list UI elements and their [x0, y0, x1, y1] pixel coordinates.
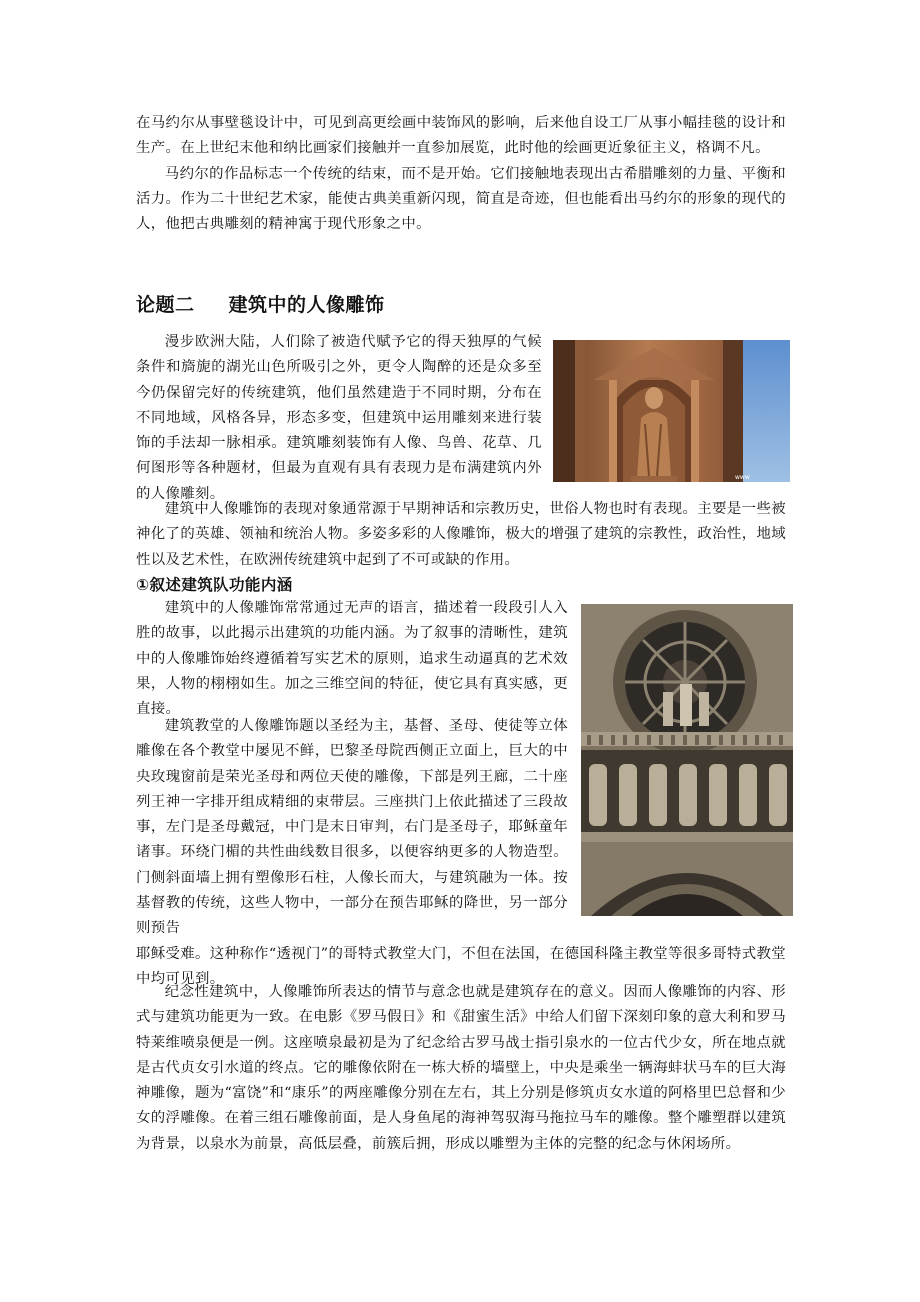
intro-paragraph-1: 在马约尔从事壁毯设计中，可见到高更绘画中装饰风的影响，后来他自设工厂从事小幅挂毯的设计和生产。在上世纪末他和纳比画家们接触并一直参加展览，此时他的绘画更近象征主义，格调不凡。 — [136, 115, 786, 157]
section-body-beside-figure — [136, 596, 568, 722]
section-heading — [136, 290, 385, 317]
section-full-width-block — [136, 497, 786, 598]
section-notre-dame-block — [136, 714, 786, 992]
section-paragraph-2: 建筑中人像雕饰的表现对象通常源于早期神话和宗教历史，世俗人物也时有表现。主要是一些被神化了的英雄、领袖和统治人物。多姿多彩的人像雕饰，极大的增强了建筑的宗教性，政治性，地域性以及艺术性，在欧洲传统建筑中起到了不可或缺的作用。 — [136, 501, 786, 568]
subheading: ①叙述建筑队功能内涵 — [136, 575, 293, 594]
section-paragraph-1: 漫步欧洲大陆，人们除了被造代赋予它的得天独厚的气候条件和旖旎的湖光山色所吸引之外，更令人陶醉的还是众多至今仍保留完好的传统建筑，他们虽然建造于不同时期，分布在不同地域，风格各异，形态多变，但建筑中运用雕刻来进行装饰的手法却一脉相承。建筑雕刻装饰有人像、鸟兽、花草、几何图形等各种题材，但最为直观有具有表现力是布满建筑内外的人像雕刻。 — [136, 334, 542, 502]
section-title: 建筑中的人像雕饰 — [228, 294, 385, 316]
intro-paragraph-2: 马约尔的作品标志一个传统的结束，而不是开始。它们接触地表现出古希腊雕刻的力量、平衡和活力。作为二十世纪艺术家，能使古典美重新闪现，简直是奇迹，但也能看出马约尔的形象的现代的人，他把古典雕刻的精神寓于现代形象之中。 — [136, 165, 786, 233]
section-paragraph-4: 建筑教堂的人像雕饰题以圣经为主，基督、圣母、使徒等立体雕像在各个教堂中屡见不鲜，巴黎圣母院西侧正立面上，巨大的中央玫瑰窗前是荣光圣母和两位天使的雕像，下部是列王廊，二十座列王神一字排开组成精细的束带层。三座拱门上依此描述了三段故事，左门是圣母戴冠，中门是末日审判，右门是圣母子，耶稣童年诸事。环绕门楣的共性曲线数目很多，以便容纳更多的人物造型。门侧斜面墙上拥有塑像形石柱，人像长而大，与建筑融为一体。按基督教的传统，这些人物中，一部分在预告耶稣的降世，另一部分则预告 — [136, 718, 568, 937]
section-number: 论题二 — [136, 294, 195, 316]
section-paragraph-5: 纪念性建筑中，人像雕饰所表达的情节与意念也就是建筑存在的意义。因而人像雕饰的内容、形式与建筑功能更为一致。在电影《罗马假日》和《甜蜜生活》中给人们留下深刻印象的意大利和罗马特莱维喷泉便是一例。这座喷泉最初是为了纪念给古罗马战士指引泉水的一位古代少女，所在地点就是古代贞女引水道的终点。它的雕像依附在一栋大桥的墙壁上，中央是乘坐一辆海蚌状马车的巨大海神雕像，题为“富饶”和“康乐”的两座雕像分别在左右，其上分别是修筑贞女水道的阿格里巴总督和少女的浮雕像。在着三组石雕像前面，是人身鱼尾的海神驾驭海马拖拉马车的雕像。整个雕塑群以建筑为背景，以泉水为前景，高低层叠，前簇后拥，形成以雕塑为主体的完整的纪念与休闲场所。 — [136, 984, 786, 1152]
cathedral-statue-photo — [553, 340, 790, 482]
svg-text:www: www — [735, 474, 750, 481]
section-monument-block — [136, 980, 786, 1157]
section-intro-block — [136, 330, 542, 507]
intro-block — [136, 111, 786, 237]
section-paragraph-4-continued: 耶稣受难。这种称作“透视门”的哥特式教堂大门，不但在法国，在德国科隆主教堂等很多哥特式教堂中均可见到。 — [136, 945, 786, 987]
section-paragraph-3: 建筑中的人像雕饰常常通过无声的语言，描述着一段段引人入胜的故事，以此揭示出建筑的功能内涵。为了叙事的清晰性，建筑中的人像雕饰始终遵循着写实艺术的原则，追求生动逼真的艺术效果，人物的栩栩如生。加之三维空间的特征，使它具有真实感，更直接。 — [136, 600, 568, 718]
